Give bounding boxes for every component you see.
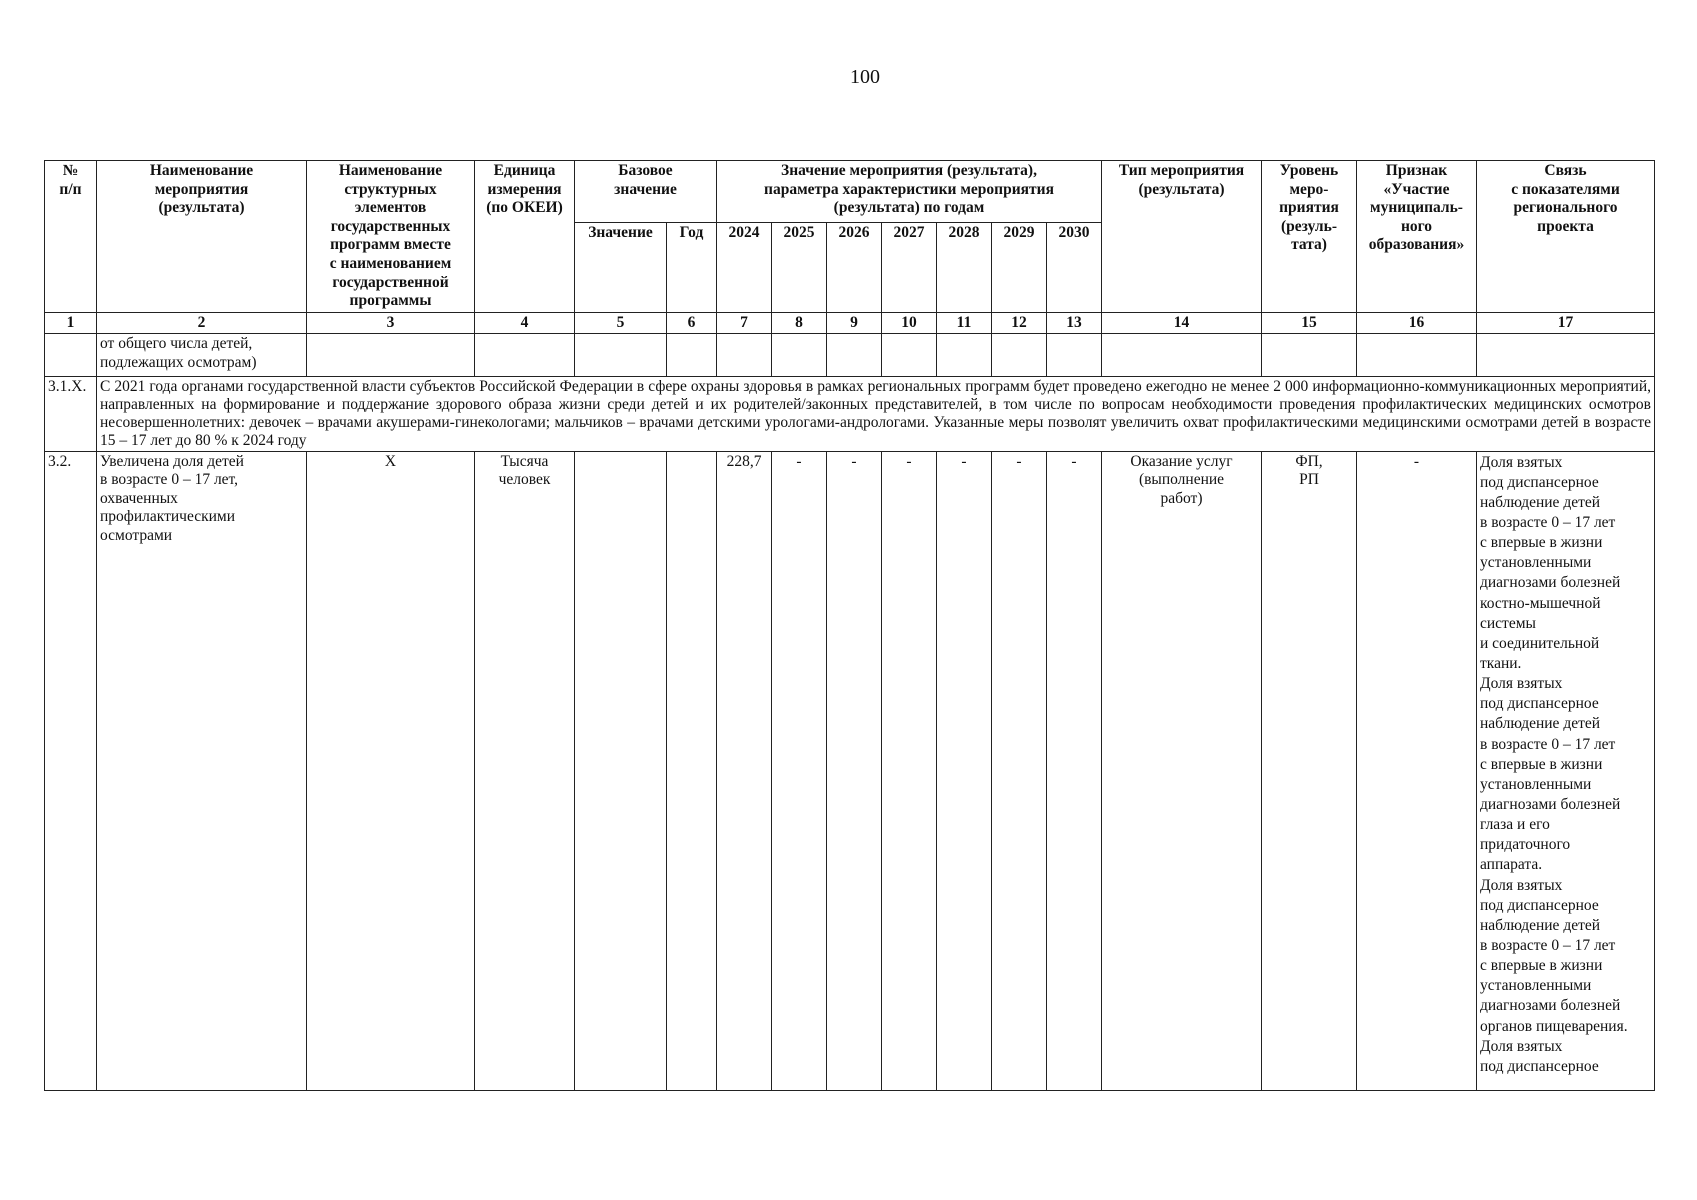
empty-cell xyxy=(1477,334,1655,377)
header-type: Тип мероприятия (результата) xyxy=(1102,161,1262,313)
header-year-2027: 2027 xyxy=(882,223,937,313)
value-2028: - xyxy=(937,451,992,1090)
header-year-2029: 2029 xyxy=(992,223,1047,313)
empty-cell xyxy=(475,334,575,377)
header-year-2026: 2026 xyxy=(827,223,882,313)
column-number: 16 xyxy=(1357,312,1477,334)
header-name: Наименование мероприятия (результата) xyxy=(97,161,307,313)
column-number: 17 xyxy=(1477,312,1655,334)
value-2027: - xyxy=(882,451,937,1090)
header-unit: Единица измерения (по ОКЕИ) xyxy=(475,161,575,313)
empty-cell xyxy=(772,334,827,377)
empty-cell xyxy=(667,334,717,377)
empty-cell xyxy=(1102,334,1262,377)
column-number: 8 xyxy=(772,312,827,334)
result-level: ФП, РП xyxy=(1262,451,1357,1090)
header-year-2028: 2028 xyxy=(937,223,992,313)
header-row-1 xyxy=(45,161,1655,223)
column-number: 4 xyxy=(475,312,575,334)
header-base-value: Значение xyxy=(575,223,667,313)
column-number: 13 xyxy=(1047,312,1102,334)
header-struct: Наименование структурных элементов государственных программ вместе с наименованием государственной программы xyxy=(307,161,475,313)
indicators-table xyxy=(44,160,1655,1091)
result-name: Увеличена доля детей в возрасте 0 – 17 лет, охваченных профилактическими осмотрами xyxy=(97,451,307,1090)
column-number: 1 xyxy=(45,312,97,334)
column-number: 12 xyxy=(992,312,1047,334)
column-number: 14 xyxy=(1102,312,1262,334)
empty-cell xyxy=(1357,334,1477,377)
empty-cell xyxy=(992,334,1047,377)
header-num: № п/п xyxy=(45,161,97,313)
note-number: 3.1.Х. xyxy=(45,377,97,451)
header-base-year: Год xyxy=(667,223,717,313)
header-year-2025: 2025 xyxy=(772,223,827,313)
column-number: 3 xyxy=(307,312,475,334)
continuation-text: от общего числа детей, подлежащих осмотрам) xyxy=(97,334,307,377)
header-municipal: Признак «Участие муниципаль- ного образования» xyxy=(1357,161,1477,313)
header-values: Значение мероприятия (результата), параметра характеристики мероприятия (результата) по годам xyxy=(717,161,1102,223)
empty-cell xyxy=(717,334,772,377)
empty-cell xyxy=(307,334,475,377)
header-year-2024: 2024 xyxy=(717,223,772,313)
empty-cell xyxy=(575,334,667,377)
column-number: 2 xyxy=(97,312,307,334)
column-number: 6 xyxy=(667,312,717,334)
base-year xyxy=(667,451,717,1090)
page-number: 100 xyxy=(850,66,880,88)
header-link: Связь с показателями регионального проекта xyxy=(1477,161,1655,313)
empty-cell xyxy=(1047,334,1102,377)
value-2030: - xyxy=(1047,451,1102,1090)
table-row xyxy=(45,451,1655,1090)
empty-cell xyxy=(937,334,992,377)
value-2029: - xyxy=(992,451,1047,1090)
header-level: Уровень меро- приятия (резуль- тата) xyxy=(1262,161,1357,313)
empty-cell xyxy=(827,334,882,377)
empty-cell xyxy=(45,334,97,377)
column-number-row xyxy=(45,312,1655,334)
struct-element: Х xyxy=(307,451,475,1090)
unit-of-measure: Тысяча человек xyxy=(475,451,575,1090)
column-number: 11 xyxy=(937,312,992,334)
value-2026: - xyxy=(827,451,882,1090)
column-number: 9 xyxy=(827,312,882,334)
empty-cell xyxy=(1262,334,1357,377)
linked-indicators: Доля взятых под диспансерное наблюдение детей в возрасте 0 – 17 лет с впервые в жизни установленными диагнозами болезней костно-мышечной системы и соединительной ткани. Доля взятых под диспансерное наблюдение детей в возрасте 0 – 17 лет с впервые в жизни установленными диагнозами болезней глаза и его придаточного аппарата. Доля взятых под диспансерное наблюдение детей в возрасте 0 – 17 лет с впервые в жизни установленными диагнозами болезней органов пищеварения. Доля взятых под диспансерное xyxy=(1477,451,1655,1090)
column-number: 10 xyxy=(882,312,937,334)
municipal-flag: - xyxy=(1357,451,1477,1090)
value-2025: - xyxy=(772,451,827,1090)
header-year-2030: 2030 xyxy=(1047,223,1102,313)
row-number: 3.2. xyxy=(45,451,97,1090)
empty-cell xyxy=(882,334,937,377)
note-row xyxy=(45,377,1655,451)
continuation-row xyxy=(45,334,1655,377)
column-number: 15 xyxy=(1262,312,1357,334)
column-number: 5 xyxy=(575,312,667,334)
value-2024: 228,7 xyxy=(717,451,772,1090)
header-base: Базовое значение xyxy=(575,161,717,223)
base-value xyxy=(575,451,667,1090)
result-type: Оказание услуг (выполнение работ) xyxy=(1102,451,1262,1090)
note-text: С 2021 года органами государственной власти субъектов Российской Федерации в сфере охраны здоровья в рамках региональных программ будет проведено ежегодно не менее 2 000 информационно-коммуникационных мероприятий, направленных на формирование и поддержание здорового образа жизни среди детей и их родителей/законных представителей, в том числе по вопросам необходимости проведения профилактических медицинских осмотров несовершеннолетних: девочек – врачами акушерами-гинекологами; мальчиков – врачами детскими урологами-андрологами. Указанные меры позволят увеличить охват профилактическими медицинскими осмотрами детей в возрасте 15 – 17 лет до 80 % к 2024 году xyxy=(97,377,1655,451)
column-number: 7 xyxy=(717,312,772,334)
